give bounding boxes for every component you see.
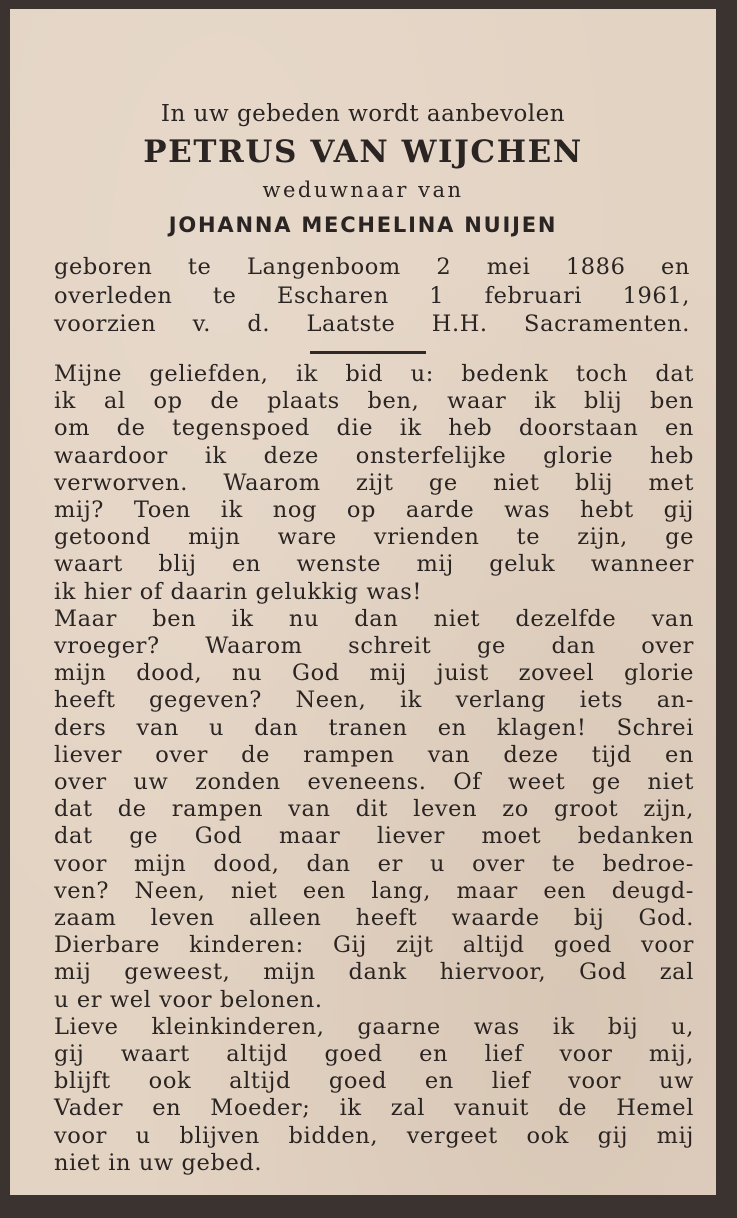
- text-line: niet in uw gebed.: [54, 1149, 263, 1176]
- text-line: waardoor ik deze onsterfelijke glorie heb: [54, 442, 694, 469]
- text-line: liever over de rampen van deze tijd en: [54, 741, 694, 768]
- text-line: waart blij en wenste mij geluk wanneer: [54, 551, 694, 578]
- text-line: vroeger? Waarom schreit ge dan over: [54, 633, 694, 660]
- text-line: getoond mijn ware vrienden te zijn, ge: [54, 524, 694, 551]
- text-line: over uw zonden eveneens. Of weet ge niet: [54, 769, 694, 796]
- relation-text: weduwnaar van: [262, 178, 464, 202]
- text-line: mij geweest, mijn dank hiervoor, God zal: [54, 959, 694, 986]
- text-line: Maar ben ik nu dan niet dezelfde van: [54, 605, 694, 632]
- card-header: [10, 97, 716, 243]
- text-line: om de tegenspoed die ik heb doorstaan en: [54, 415, 694, 442]
- text-line: ders van u dan tranen en klagen! Schrei: [54, 714, 694, 741]
- text-line: Vader en Moeder; ik zal vanuit de Hemel: [54, 1095, 694, 1122]
- memorial-text: [54, 361, 694, 1177]
- text-line: ik hier of daarin gelukkig was!: [54, 578, 423, 605]
- text-line: blijft ook altijd goed en lief voor uw: [54, 1068, 694, 1095]
- text-line: ik al op de plaats ben, waar ik blij ben: [54, 388, 694, 415]
- text-line: voor u blijven bidden, vergeet ook gij mij: [54, 1122, 694, 1149]
- text-line: verworven. Waarom zijt ge niet blij met: [54, 469, 694, 496]
- text-line: Mijne geliefden, ik bid u: bedenk toch dat: [54, 361, 694, 387]
- dates-line: overleden te Escharen 1 februari 1961,: [54, 282, 690, 309]
- text-line: voor mijn dood, dan er u over te bedroe-: [54, 850, 694, 877]
- text-line: heeft gegeven? Neen, ik verlang iets an-: [54, 687, 694, 714]
- text-line: dat de rampen van dit leven zo groot zijn,: [54, 796, 694, 823]
- divider-line: [310, 351, 426, 354]
- text-line: u er wel voor belonen.: [54, 986, 323, 1013]
- text-line: ven? Neen, niet een lang, maar een deugd-: [54, 877, 694, 904]
- birth-death-details: [54, 253, 690, 339]
- deceased-name: PETRUS VAN WIJCHEN: [143, 134, 583, 170]
- text-line: mij? Toen ik nog op aarde was hebt gij: [54, 497, 694, 524]
- text-line: dat ge God maar liever moet bedanken: [54, 823, 694, 850]
- dates-line: geboren te Langenboom 2 mei 1886 en: [54, 254, 690, 280]
- text-line: Lieve kleinkinderen, gaarne was ik bij u,: [54, 1013, 694, 1040]
- memorial-card: [10, 9, 716, 1195]
- text-line: mijn dood, nu God mij juist zoveel glorie: [54, 660, 694, 687]
- intro-text: In uw gebeden wordt aanbevolen: [160, 101, 566, 127]
- text-line: Dierbare kinderen: Gij zijt altijd goed voor: [54, 932, 694, 959]
- spouse-name: JOHANNA MECHELINA NUIJEN: [168, 213, 558, 237]
- dates-line: voorzien v. d. Laatste H.H. Sacramenten.: [54, 311, 690, 337]
- text-line: zaam leven alleen heeft waarde bij God.: [54, 905, 694, 932]
- text-line: gij waart altijd goed en lief voor mij,: [54, 1041, 694, 1068]
